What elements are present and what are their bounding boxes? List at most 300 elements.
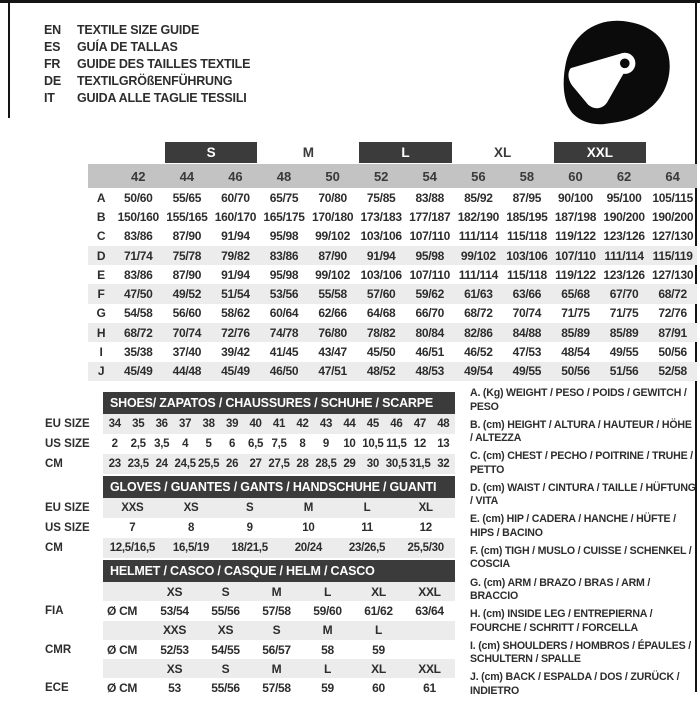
size-value: 58/62 bbox=[221, 306, 250, 321]
size-value: 78/82 bbox=[366, 325, 396, 340]
row-label: EU SIZE bbox=[45, 418, 90, 430]
size-value: 45/50 bbox=[366, 345, 396, 360]
size-value: 51/56 bbox=[609, 364, 639, 379]
row-label: CM bbox=[45, 458, 63, 470]
row-label-spacer bbox=[35, 659, 103, 678]
helmet-size-cell: S bbox=[272, 623, 281, 638]
helmet-size-cell: XL bbox=[371, 584, 386, 599]
value-cell: 37 bbox=[179, 418, 192, 430]
language-code: DE bbox=[44, 73, 61, 88]
helmet-value-cell: 52/53 bbox=[160, 642, 189, 657]
size-value: 79/82 bbox=[221, 248, 250, 263]
value-cell: 23 bbox=[108, 458, 121, 470]
helmet-value-cell: 57/58 bbox=[262, 681, 291, 696]
value-cell: 25,5/30 bbox=[407, 542, 444, 554]
size-value: 83/86 bbox=[124, 229, 153, 244]
standard-label: CMR bbox=[45, 643, 72, 656]
row-letter: E bbox=[97, 267, 105, 282]
size-value: 85/89 bbox=[561, 325, 590, 340]
size-value: 107/110 bbox=[409, 229, 451, 244]
size-row bbox=[88, 323, 697, 342]
shoes-section bbox=[35, 392, 455, 474]
measurement-legend bbox=[470, 387, 696, 703]
helmet-value-cell: 55/56 bbox=[211, 603, 240, 618]
value-cell: 8 bbox=[299, 438, 306, 450]
value-cell: 10 bbox=[302, 522, 315, 534]
size-value: 50/56 bbox=[561, 364, 590, 379]
size-value: 62/66 bbox=[318, 306, 347, 321]
size-value: 75/85 bbox=[366, 190, 396, 205]
value-cell: 48 bbox=[437, 418, 450, 430]
value-cell: 7 bbox=[129, 522, 136, 534]
size-value: 41/45 bbox=[269, 345, 299, 360]
size-value: 68/72 bbox=[464, 306, 493, 321]
size-value: 70/74 bbox=[172, 325, 202, 340]
value-cell: XXS bbox=[121, 502, 144, 514]
value-cell: 39 bbox=[225, 418, 239, 430]
helmet-size-cell: XS bbox=[166, 584, 183, 599]
value-cell: 46 bbox=[390, 418, 403, 430]
shoes-row bbox=[35, 454, 455, 474]
size-value: 95/98 bbox=[269, 267, 299, 282]
unit-label: Ø CM bbox=[107, 603, 138, 618]
row-label-spacer bbox=[35, 582, 103, 601]
size-group-label: M bbox=[302, 145, 314, 160]
value-cell: 29 bbox=[343, 458, 356, 470]
row-letter: I bbox=[99, 345, 103, 360]
size-value: 45/49 bbox=[221, 364, 250, 379]
value-cell: 35 bbox=[132, 418, 145, 430]
size-value: 103/106 bbox=[360, 229, 402, 244]
size-value: 39/42 bbox=[221, 345, 250, 360]
value-cell: 9 bbox=[322, 438, 329, 450]
helmet-size-cell: L bbox=[374, 623, 383, 638]
row-letter: H bbox=[96, 325, 106, 340]
shoes-cells bbox=[103, 434, 455, 454]
size-value: 70/74 bbox=[512, 306, 542, 321]
helmet-value-cell: 61/62 bbox=[364, 603, 393, 618]
unit-label: Ø CM bbox=[107, 681, 138, 696]
language-code: IT bbox=[44, 90, 55, 105]
helmet-size-row bbox=[35, 621, 455, 640]
size-value: 87/90 bbox=[172, 229, 202, 244]
size-value: 50/56 bbox=[658, 345, 687, 360]
size-value: 119/122 bbox=[555, 229, 596, 244]
helmet-size-cell: M bbox=[322, 623, 333, 638]
size-group bbox=[260, 141, 357, 164]
value-cell: 20/24 bbox=[294, 542, 322, 554]
size-group bbox=[114, 141, 163, 164]
size-header-cell: 44 bbox=[179, 168, 195, 184]
size-group-box: S bbox=[165, 142, 257, 163]
size-value: 43/47 bbox=[318, 345, 347, 360]
size-value: 150/160 bbox=[117, 209, 159, 224]
row-letter: B bbox=[96, 209, 106, 224]
helmet-size-cell: S bbox=[221, 661, 230, 676]
size-value: 72/76 bbox=[221, 325, 250, 340]
row-letter: G bbox=[96, 306, 106, 321]
size-value: 45/49 bbox=[124, 364, 153, 379]
helmet-value-cell: 59 bbox=[321, 681, 334, 696]
size-header-cell: 62 bbox=[616, 168, 632, 184]
size-header-row bbox=[88, 164, 697, 188]
gloves-header: GLOVES / GUANTES / GANTS / HANDSCHUHE / GUANTI bbox=[103, 476, 455, 498]
value-cell: 11 bbox=[361, 522, 373, 534]
unit-label: Ø CM bbox=[107, 642, 138, 657]
size-group bbox=[551, 141, 648, 164]
size-value: 49/52 bbox=[172, 287, 202, 302]
value-cell: 5 bbox=[205, 438, 212, 450]
size-row bbox=[88, 207, 697, 226]
gloves-cells bbox=[103, 518, 455, 538]
value-cell: 44 bbox=[343, 418, 356, 430]
size-value: 55/58 bbox=[318, 287, 347, 302]
helmet-value-cell: 56/57 bbox=[262, 642, 291, 657]
size-row bbox=[88, 362, 697, 381]
size-value: 49/55 bbox=[512, 364, 542, 379]
size-value: 95/98 bbox=[415, 248, 445, 263]
size-value: 105/115 bbox=[652, 190, 693, 205]
row-letter: A bbox=[96, 190, 106, 205]
size-value: 119/122 bbox=[555, 267, 596, 282]
helmet-sizes bbox=[103, 621, 455, 640]
value-cell: 30,5 bbox=[385, 458, 407, 470]
size-value: 65/68 bbox=[561, 287, 590, 302]
size-value: 46/52 bbox=[464, 345, 493, 360]
size-value: 72/76 bbox=[658, 306, 687, 321]
helmet-value-row bbox=[35, 601, 455, 620]
size-value: 111/114 bbox=[458, 229, 498, 244]
language-item bbox=[44, 72, 250, 89]
size-value: 71/75 bbox=[609, 306, 639, 321]
value-cell: 16,5/19 bbox=[172, 542, 210, 554]
size-value: 83/86 bbox=[124, 267, 153, 282]
size-value: 127/130 bbox=[652, 229, 694, 244]
value-cell: 32 bbox=[437, 458, 450, 470]
size-value: 185/195 bbox=[506, 209, 548, 224]
value-cell: 26 bbox=[225, 458, 239, 470]
helmet-size-cell: XL bbox=[371, 661, 386, 676]
size-value: 80/84 bbox=[415, 325, 445, 340]
size-value: 107/110 bbox=[409, 267, 451, 282]
size-value: 187/198 bbox=[554, 209, 597, 224]
legend-item: B. (cm) HEIGHT / ALTURA / HAUTEUR / HÖHE / ALTEZZA bbox=[470, 418, 692, 445]
helmet-rows bbox=[35, 582, 455, 698]
language-code: EN bbox=[44, 22, 61, 37]
value-cell: 45 bbox=[366, 418, 379, 430]
size-value: 44/48 bbox=[172, 364, 202, 379]
value-cell: 34 bbox=[108, 418, 121, 430]
size-row bbox=[88, 265, 697, 284]
gloves-cells bbox=[103, 498, 455, 518]
size-row bbox=[88, 188, 697, 207]
size-value: 170/180 bbox=[311, 209, 354, 224]
shoes-rows bbox=[35, 414, 455, 474]
value-cell: 4 bbox=[182, 438, 189, 450]
gloves-row bbox=[35, 538, 455, 558]
size-value: 87/90 bbox=[172, 267, 202, 282]
value-cell: 23/26,5 bbox=[348, 542, 386, 554]
size-row bbox=[88, 304, 697, 323]
helmet-value-cell: 57/58 bbox=[262, 603, 291, 618]
standard-label: ECE bbox=[45, 682, 69, 695]
size-value: 37/40 bbox=[172, 345, 202, 360]
row-label: CM bbox=[45, 542, 63, 554]
size-value: 111/114 bbox=[458, 267, 498, 282]
size-value: 57/60 bbox=[366, 287, 396, 302]
value-cell: 13 bbox=[437, 438, 450, 450]
helmet-size-cell: XXL bbox=[418, 661, 441, 676]
value-cell: 24 bbox=[155, 458, 168, 470]
row-letter: D bbox=[96, 248, 106, 263]
helmet-size-cell: L bbox=[323, 584, 332, 599]
language-item bbox=[44, 89, 250, 106]
shoes-cells bbox=[103, 414, 455, 434]
value-cell: 8 bbox=[187, 522, 195, 534]
size-header-cell: 56 bbox=[471, 168, 486, 184]
size-group-label: XL bbox=[494, 145, 512, 160]
size-value: 48/52 bbox=[366, 364, 396, 379]
legend-item: A. (Kg) WEIGHT / PESO / POIDS / GEWITCH / PESO bbox=[470, 387, 687, 413]
size-row bbox=[88, 246, 697, 265]
legend-item: G. (cm) ARM / BRAZO / BRAS / ARM / BRACCIO bbox=[470, 576, 651, 603]
language-title: GUIDE DES TAILLES TEXTILE bbox=[77, 56, 251, 71]
value-cell: 27,5 bbox=[268, 458, 290, 470]
size-group-box: L bbox=[359, 142, 451, 163]
size-value: 87/95 bbox=[512, 190, 542, 205]
size-value: 103/106 bbox=[360, 267, 402, 282]
size-value: 85/89 bbox=[609, 325, 639, 340]
language-item bbox=[44, 38, 250, 55]
value-cell: 18/21,5 bbox=[231, 542, 268, 554]
helmet-size-row bbox=[35, 582, 455, 601]
legend-item: I. (cm) SHOULDERS / HOMBROS / ÉPAULES / SCHULTERN / SPALLE bbox=[470, 639, 691, 666]
row-label: EU SIZE bbox=[45, 502, 90, 514]
value-cell: S bbox=[245, 502, 254, 514]
size-value: 68/72 bbox=[124, 325, 153, 340]
size-value: 165/175 bbox=[263, 209, 305, 224]
value-cell: 27 bbox=[249, 458, 262, 470]
size-header-cell: 48 bbox=[276, 168, 292, 184]
value-cell: 30 bbox=[366, 458, 379, 470]
helmet-value-cell: 63/64 bbox=[415, 603, 444, 618]
size-value: 85/92 bbox=[464, 190, 493, 205]
size-value: 63/66 bbox=[512, 287, 542, 302]
helmet-value-cell: 53 bbox=[168, 681, 181, 696]
size-header-cell: 46 bbox=[228, 168, 243, 184]
helmet-size-cell: XXL bbox=[418, 584, 441, 599]
value-cell: 41 bbox=[272, 418, 286, 430]
size-value: 59/62 bbox=[415, 287, 445, 302]
value-cell: M bbox=[303, 502, 313, 514]
row-label: US SIZE bbox=[45, 522, 90, 534]
value-cell: 2 bbox=[111, 438, 118, 450]
size-header-cell: 52 bbox=[373, 168, 389, 184]
size-row bbox=[88, 284, 697, 303]
value-cell: 6,5 bbox=[248, 438, 264, 450]
value-cell: 7,5 bbox=[271, 438, 287, 450]
language-code: ES bbox=[44, 39, 61, 54]
value-cell: 11,5 bbox=[386, 438, 407, 450]
size-value: 87/91 bbox=[658, 325, 687, 340]
size-value: 111/114 bbox=[604, 248, 644, 263]
shoes-cells bbox=[103, 454, 455, 474]
size-group-box: XXL bbox=[554, 142, 646, 163]
helmet-size-cell: XS bbox=[217, 623, 234, 638]
value-cell: 38 bbox=[202, 418, 215, 430]
legend-item: C. (cm) CHEST / PECHO / POITRINE / TRUHE / PETTO bbox=[470, 450, 693, 476]
helmet-size-cell: M bbox=[271, 661, 282, 676]
size-header-cell: 60 bbox=[568, 168, 583, 184]
size-group-row bbox=[114, 141, 697, 164]
legend-item: E. (cm) HIP / CADERA / HANCHE / HÜFTE / HIPS / BACINO bbox=[470, 513, 676, 539]
helmet-size-cell: L bbox=[323, 661, 332, 676]
size-value: 182/190 bbox=[457, 209, 499, 224]
helmet-header: HELMET / CASCO / CASQUE / HELM / CASCO bbox=[103, 560, 455, 582]
size-value: 49/54 bbox=[464, 364, 493, 379]
language-title: TEXTILGRÖßENFÜHRUNG bbox=[77, 73, 233, 88]
row-letter: J bbox=[97, 364, 105, 379]
size-value: 64/68 bbox=[366, 306, 396, 321]
size-row bbox=[88, 342, 697, 361]
size-value: 95/100 bbox=[606, 190, 642, 205]
size-value: 127/130 bbox=[652, 267, 694, 282]
helmet-value-row bbox=[35, 678, 455, 697]
value-cell: 9 bbox=[246, 522, 253, 534]
helmet-values bbox=[103, 678, 455, 697]
value-cell: 23,5 bbox=[127, 458, 149, 470]
size-value: 54/58 bbox=[124, 306, 153, 321]
value-cell: 28,5 bbox=[315, 458, 337, 470]
value-cell: 36 bbox=[155, 418, 168, 430]
helmet-sizes bbox=[103, 659, 455, 678]
value-cell: 40 bbox=[249, 418, 262, 430]
row-label: US SIZE bbox=[45, 438, 90, 450]
helmet-size-cell: XS bbox=[166, 661, 183, 676]
helmet-value-row bbox=[35, 640, 455, 659]
legend-item: D. (cm) WAIST / CINTURA / TAILLE / HÜFTUNG / VITA bbox=[470, 481, 696, 508]
size-value: 123/126 bbox=[603, 229, 645, 244]
gloves-row bbox=[35, 518, 455, 538]
size-value: 177/187 bbox=[409, 209, 451, 224]
size-row bbox=[88, 227, 697, 246]
size-value: 55/65 bbox=[172, 190, 202, 205]
size-value: 46/51 bbox=[415, 345, 445, 360]
size-value: 71/75 bbox=[561, 306, 590, 321]
value-cell: 2,5 bbox=[130, 438, 146, 450]
helmet-size-row bbox=[35, 659, 455, 678]
language-title: GUIDA ALLE TAGLIE TESSILI bbox=[77, 90, 247, 105]
size-value: 91/94 bbox=[221, 229, 250, 244]
legend-item: H. (cm) INSIDE LEG / ENTREPIERNA / FOURCHE / SCHRITT / FORCELLA bbox=[470, 608, 653, 634]
size-header-cell: 58 bbox=[519, 168, 535, 184]
gloves-section bbox=[35, 476, 455, 558]
frame-border-top bbox=[0, 0, 700, 3]
size-value: 47/50 bbox=[124, 287, 153, 302]
value-cell: 12 bbox=[419, 522, 432, 534]
shoes-header: SHOES/ ZAPATOS / CHAUSSURES / SCHUHE / SCARPE bbox=[103, 392, 455, 414]
language-item bbox=[44, 21, 250, 38]
size-group bbox=[454, 141, 551, 164]
size-value: 70/80 bbox=[318, 190, 347, 205]
frame-border-left bbox=[8, 0, 10, 118]
value-cell: 24,5 bbox=[174, 458, 196, 470]
size-value: 190/200 bbox=[652, 209, 694, 224]
size-value: 91/94 bbox=[366, 248, 396, 263]
size-value: 74/78 bbox=[269, 325, 299, 340]
size-value: 83/86 bbox=[269, 248, 299, 263]
size-value: 66/70 bbox=[415, 306, 445, 321]
size-value: 53/56 bbox=[269, 287, 299, 302]
shoes-row bbox=[35, 414, 455, 434]
row-letter: C bbox=[96, 229, 106, 244]
gloves-row bbox=[35, 498, 455, 518]
size-group bbox=[163, 141, 260, 164]
size-value: 90/100 bbox=[558, 190, 593, 205]
size-value: 60/70 bbox=[221, 190, 250, 205]
size-value: 47/53 bbox=[512, 345, 542, 360]
size-value: 60/64 bbox=[269, 306, 299, 321]
gloves-rows bbox=[35, 498, 455, 558]
value-cell: 3,5 bbox=[154, 438, 170, 450]
helmet-value-cell: 61 bbox=[423, 681, 436, 696]
size-value: 83/88 bbox=[415, 190, 445, 205]
standard-label: FIA bbox=[45, 604, 64, 617]
value-cell: 43 bbox=[319, 418, 333, 430]
legend-item: J. (cm) BACK / ESPALDA / DOS / ZURÜCK / INDIETRO bbox=[470, 671, 680, 697]
main-table-body bbox=[88, 188, 697, 381]
size-value: 87/90 bbox=[318, 248, 347, 263]
size-value: 50/60 bbox=[124, 190, 153, 205]
value-cell: 28 bbox=[296, 458, 309, 470]
helmet-size-cell: XXS bbox=[162, 623, 187, 638]
size-value: 46/50 bbox=[269, 364, 299, 379]
value-cell: XL bbox=[418, 502, 433, 514]
legend-item: F. (cm) TIGH / MUSLO / CUISSE / SCHENKEL / COSCIA bbox=[470, 544, 692, 571]
helmet-value-cell: 59/60 bbox=[313, 603, 342, 618]
size-value: 47/51 bbox=[318, 364, 347, 379]
size-value: 99/102 bbox=[315, 267, 351, 282]
language-item bbox=[44, 55, 250, 72]
size-value: 115/118 bbox=[506, 267, 547, 282]
size-header-cell: 50 bbox=[325, 168, 340, 184]
textile-size-table bbox=[88, 141, 697, 381]
size-value: 91/94 bbox=[221, 267, 250, 282]
value-cell: 10 bbox=[343, 438, 356, 450]
size-value: 76/80 bbox=[318, 325, 347, 340]
size-value: 84/88 bbox=[512, 325, 542, 340]
size-value: 48/53 bbox=[415, 364, 445, 379]
size-header-cell: 64 bbox=[665, 168, 680, 184]
helmet-value-cell: 58 bbox=[321, 642, 334, 657]
helmet-value-cell: 60 bbox=[372, 681, 385, 696]
language-title: GUÍA DE TALLAS bbox=[77, 39, 178, 54]
size-value: 52/58 bbox=[658, 364, 687, 379]
helmet-value-cell: 53/54 bbox=[160, 603, 189, 618]
size-value: 67/70 bbox=[609, 287, 639, 302]
size-value: 107/110 bbox=[555, 248, 596, 263]
value-cell: 25,5 bbox=[198, 458, 220, 470]
value-cell: 10,5 bbox=[362, 438, 384, 450]
size-group bbox=[648, 141, 697, 164]
value-cell: 12,5/16,5 bbox=[109, 542, 155, 554]
size-group bbox=[357, 141, 454, 164]
size-value: 99/102 bbox=[460, 248, 496, 263]
value-cell: XS bbox=[183, 502, 199, 514]
row-letter: F bbox=[97, 287, 105, 302]
value-cell: 42 bbox=[296, 418, 309, 430]
value-cell: 12 bbox=[413, 438, 426, 450]
